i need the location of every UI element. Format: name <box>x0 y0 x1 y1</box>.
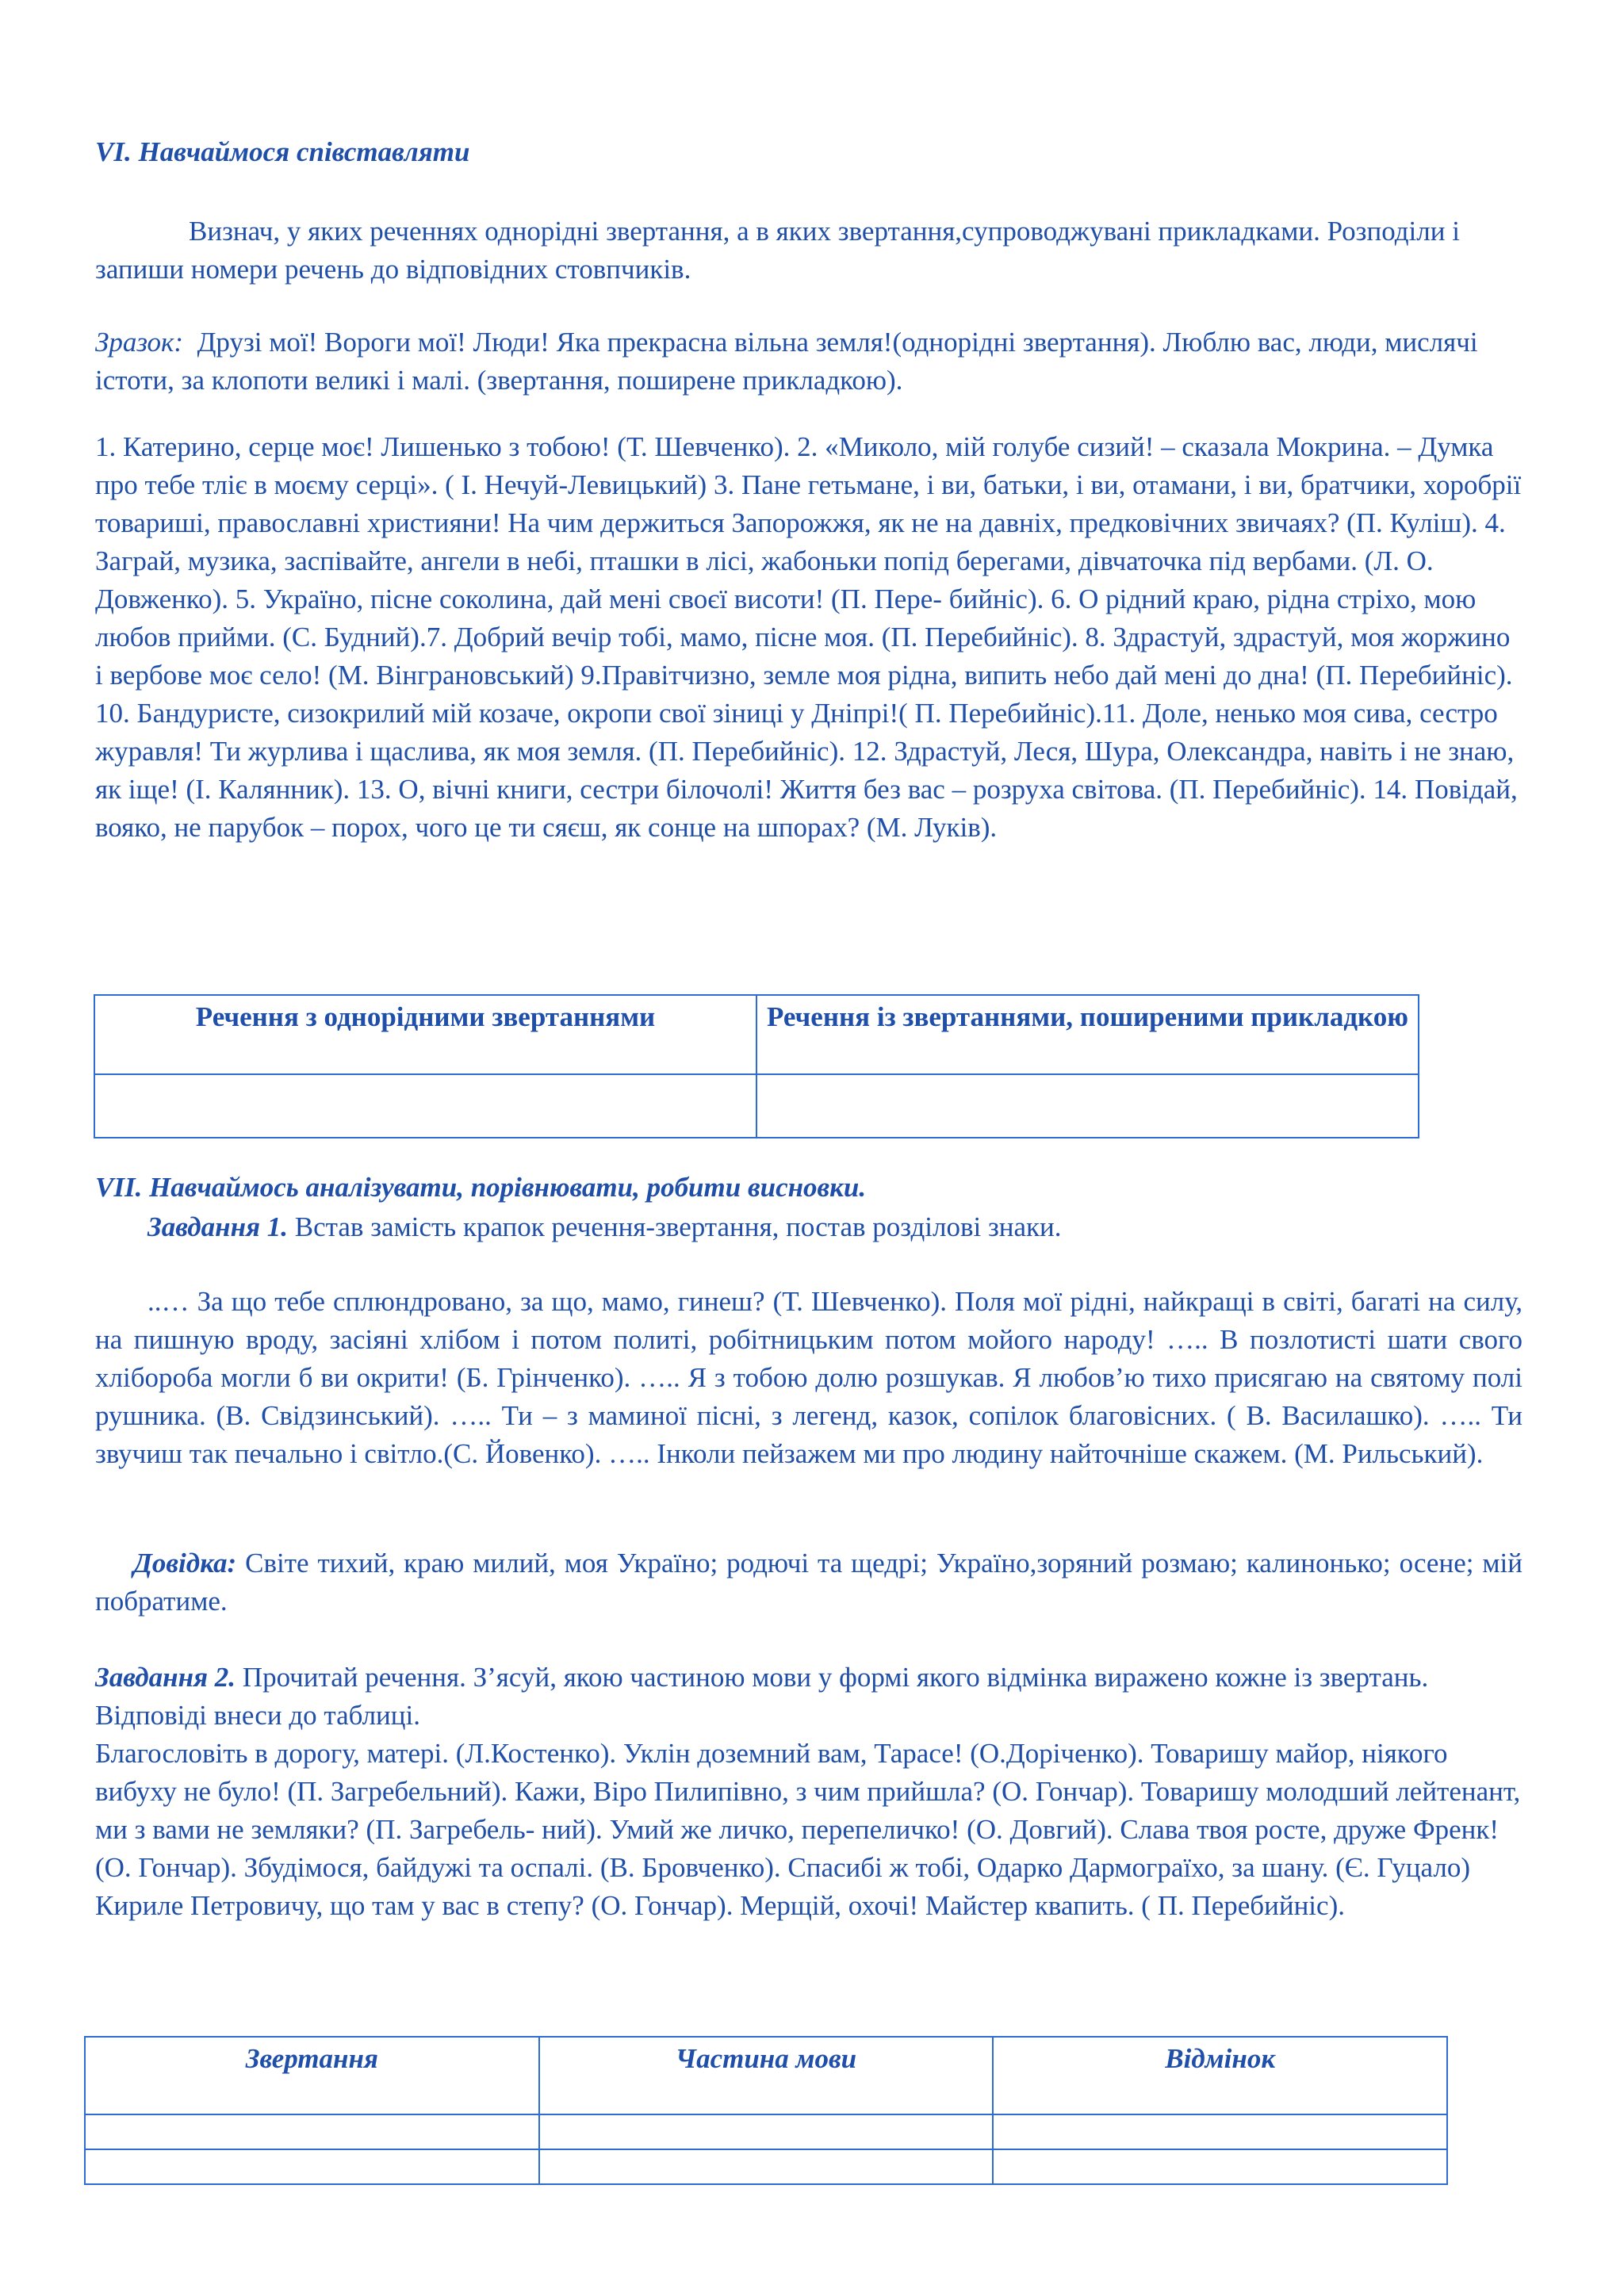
section-7-title: VII. Навчаймось аналізувати, порівнювати, робити висновки. <box>95 1172 867 1203</box>
table-cell-empty[interactable] <box>993 2149 1447 2184</box>
col-apposition-header: Речення із звертаннями, поширеними прикладкою <box>756 995 1419 1074</box>
task1-body-block <box>95 1283 1522 1473</box>
sample-text: Друзі мої! Вороги мої! Люди! Яка прекрасна вільна земля!(однорідні звертання). Люблю вас, люди, мислячі істоти, за клопоти великі і малі. (звертання, поширене прикладкою). <box>95 327 1478 396</box>
task1-line <box>95 1208 1522 1246</box>
table-header-row <box>94 995 1419 1074</box>
task2-instruction: Прочитай речення. З’ясуй, якою частиною мови у формі якого відмінка виражено кожне із звертань. Відповіді внеси до таблиці. <box>95 1662 1429 1731</box>
task1-label: Завдання 1. <box>147 1211 289 1242</box>
hint-text: Світе тихий, краю милий, моя Україно; родючі та щедрі; Україно,зоряний розмаю; калинонько; осене; мій побратиме. <box>95 1548 1522 1617</box>
table-cell-empty[interactable] <box>539 2149 994 2184</box>
task1-instruction: Встав замість крапок речення-звертання, постав розділові знаки. <box>294 1211 1062 1242</box>
task2-instruction-paragraph <box>95 1659 1522 1735</box>
sample-block <box>95 323 1522 400</box>
section-7 <box>95 1170 1522 1205</box>
sentences-text: 1. Катерино, серце моє! Лишенько з тобою! (Т. Шевченко). 2. «Миколо, мій голубе сизий! – сказала Мокрина. – Думка про тебе тліє в моєму серці». ( І. Нечуй-Левицький) 3. Пане гетьмане, і ви, батьки, і ви, отамани, і ви, братчики, хоробрії товариші, православні християни! На чим держиться Запорожжя, як не на давніх, предковічних звичаях? (П. Куліш). 4. Заграй, музика, заспівайте, ангели в небі, пташки в лісі, жабоньки попід берегами, дівчаточка під вербами. (Л. О. Довженко). 5. Україно, пісне соколина, дай мені своєї висоти! (П. Пере- бийніс). 6. О рідний краю, рідна стріхо, мою любов прийми. (С. Будний).7. Добрий вечір тобі, мамо, пісне моя. (П. Перебийніс). 8. Здрастуй, здрастуй, моя жоржино і вербове моє село! (М. Вінграновський) 9.Правітчизно, земле моя рідна, випить небо дай мені до дна! (П. Перебийніс). 10. Бандуристе, сизокрилий мій козаче, окропи свої зіниці у Дніпрі!( П. Перебийніс).11. Доле, ненько моя сива, сестро журавля! Ти журлива і щаслива, як моя земля. (П. Перебийніс). 12. Здрастуй, Леся, Шура, Олександра, навіть і не знаю, як іще! (І. Калянник). 13. О, вічні книги, сестри білочолі! Життя без вас – розруха світова. (П. Перебийніс). 14. Повідай, вояко, не парубок – порох, чого це ти сяєш, як сонце на шпорах? (М. Луків). <box>95 431 1522 843</box>
table-cell-empty[interactable] <box>539 2114 994 2149</box>
analysis-table <box>84 2036 1448 2185</box>
col-case-header: Відмінок <box>993 2037 1447 2114</box>
task1-header <box>95 1208 1522 1246</box>
hint-paragraph <box>95 1544 1522 1621</box>
sentences-block <box>95 428 1522 847</box>
sample-paragraph <box>95 323 1522 400</box>
classification-table <box>94 994 1419 1138</box>
hint-block <box>95 1544 1522 1621</box>
table-row <box>85 2149 1447 2184</box>
table-cell-empty[interactable] <box>993 2114 1447 2149</box>
task2-label: Завдання 2. <box>95 1662 236 1693</box>
hint-label: Довідка: <box>133 1548 237 1578</box>
table-cell-empty[interactable] <box>94 1074 756 1138</box>
task2-body: Благословіть в дорогу, матері. (Л.Костенко). Уклін доземний вам, Тарасе! (О.Доріченко). Товаришу майор, ніякого вибуху не було! (П. Загребельний). Кажи, Віро Пилипівно, з чим прийшла? (О. Гончар). Товаришу молодший лейтенант, ми з вами не земляки? (П. Загребель- ний). Умий же личко, перепеличко! (О. Довгий). Слава твоя росте, друже Френк! (О. Гончар). Збудімося, байдужі та оспалі. (В. Бровченко). Спасибі ж тобі, Одарко Дармограїхо, за шану. (Є. Гуцало) Кириле Петровичу, що там у вас в степу? (О. Гончар). Мерщій, охочі! Майстер квапить. ( П. Перебийніс). <box>95 1738 1521 1921</box>
sample-label: Зразок: <box>95 327 184 358</box>
section-6-title: VI. Навчаймося співставляти <box>95 136 470 167</box>
task1-body: ..… За що тебе сплюндровано, за що, мамо, гинеш? (Т. Шевченко). Поля мої рідні, найкращі в світі, багаті на силу, на пишную вроду, засіяні хлібом і потом политі, робітницьким потом мойого народу! ….. В позлотисті шати свого хлібороба могли б ви окрити! (Б. Грінченко). ….. Я з тобою долю розшукав. Я любов’ю тихо присягаю на святому полі рушника. (В. Свідзинський). ….. Ти – з маминої пісні, з легенд, казок, сопілок благовісних. ( В. Василашко). ….. Ти звучиш так печально і світло.(С. Йовенко). ….. Інколи пейзажем ми про людину найточніше скажем. (М. Рильський). <box>95 1286 1522 1469</box>
col-address-header: Звертання <box>85 2037 539 2114</box>
table-header-row <box>85 2037 1447 2114</box>
table-row <box>85 2114 1447 2149</box>
section-6-instruction: Визнач, у яких реченнях однорідні звертання, а в яких звертання,супроводжувані прикладками. Розподіли і запиши номери речень до відповідних стовпчиків. <box>95 216 1460 285</box>
table-cell-empty[interactable] <box>85 2149 539 2184</box>
col-homogeneous-header: Речення з однорідними звертаннями <box>94 995 756 1074</box>
col-part-of-speech-header: Частина мови <box>539 2037 994 2114</box>
table-row <box>94 1074 1419 1138</box>
table-cell-empty[interactable] <box>85 2114 539 2149</box>
section-6 <box>95 135 1522 170</box>
task2-block <box>95 1659 1522 1925</box>
section-6-instruction-block <box>95 212 1522 289</box>
table-cell-empty[interactable] <box>756 1074 1419 1138</box>
